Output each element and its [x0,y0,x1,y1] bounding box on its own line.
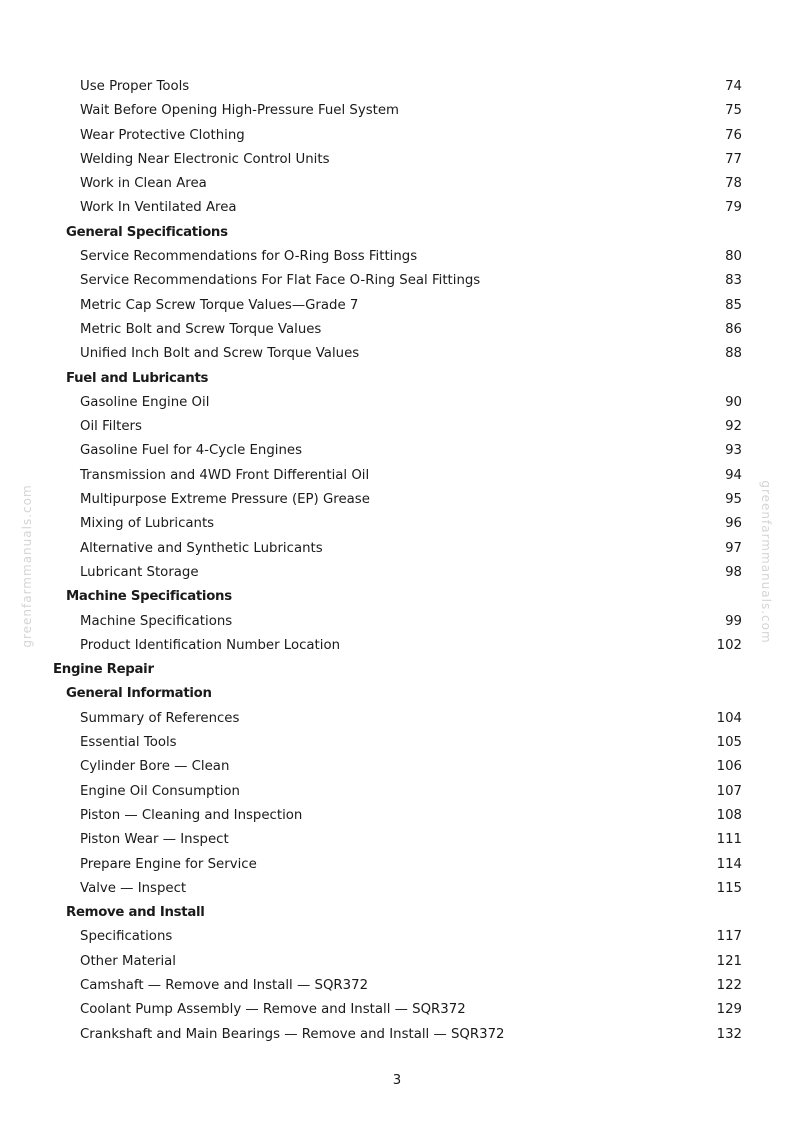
toc-entry-page-number: 96 [725,516,742,532]
toc-entry[interactable] [0,1023,794,1047]
page-number: 3 [392,1073,402,1088]
toc-entry[interactable] [0,99,794,123]
toc-entry-title: Piston — Cleaning and Inspection [80,807,303,823]
toc-section-heading [0,682,794,706]
toc-entry-title: Welding Near Electronic Control Units [80,151,330,167]
toc-entry[interactable] [0,196,794,220]
toc-entry-title: Prepare Engine for Service [80,856,257,872]
toc-entry[interactable] [0,804,794,828]
toc-entry-page-number: 115 [716,880,742,896]
toc-entry-title: Service Recommendations for O-Ring Boss Fittings [80,249,418,265]
toc-entry-page-number: 121 [716,953,742,969]
toc-entry[interactable] [0,707,794,731]
toc-entry-page-number: 90 [725,394,742,410]
toc-entry-title: Wait Before Opening High-Pressure Fuel System [80,103,399,119]
toc-entry-title: Fuel and Lubricants [66,370,209,386]
toc-entry-page-number: 93 [725,443,742,459]
toc-entry-page-number: 117 [716,929,742,945]
toc-entry[interactable] [0,877,794,901]
toc-entry-title: Engine Repair [53,662,154,678]
toc-entry-title: Machine Specifications [80,613,233,629]
toc-entry-page-number: 78 [725,176,742,192]
toc-entry[interactable] [0,537,794,561]
toc-entry-page-number: 86 [725,321,742,337]
toc-entry-title: Other Material [80,953,176,969]
toc-entry-title: Remove and Install [66,905,205,921]
toc-entry[interactable] [0,925,794,949]
toc-entry-page-number: 132 [716,1026,742,1042]
watermark-right: greenfarmmanuals.com [759,480,773,644]
toc-entry[interactable] [0,391,794,415]
toc-entry-title: Transmission and 4WD Front Differential Oil [80,467,370,483]
toc-entry-title: Alternative and Synthetic Lubricants [80,540,323,556]
toc-entry-page-number: 92 [725,419,742,435]
toc-section-heading [0,221,794,245]
toc-entry[interactable] [0,950,794,974]
toc-entry[interactable] [0,318,794,342]
toc-entry-page-number: 107 [716,783,742,799]
toc-entry-page-number: 114 [716,856,742,872]
toc-entry-title: General Specifications [66,224,228,240]
toc-section-heading [0,658,794,682]
toc-entry[interactable] [0,148,794,172]
toc-entry-page-number: 88 [725,346,742,362]
toc-entry-page-number: 79 [725,200,742,216]
watermark-left: greenfarmmanuals.com [20,484,34,648]
toc-entry-page-number: 122 [716,977,742,993]
toc-entry[interactable] [0,780,794,804]
toc-entry-title: Gasoline Engine Oil [80,394,210,410]
toc-entry-title: Cylinder Bore — Clean [80,759,230,775]
toc-entry[interactable] [0,439,794,463]
toc-entry-page-number: 76 [725,127,742,143]
toc-entry-title: General Information [66,686,212,702]
toc-entry-title: Work In Ventilated Area [80,200,237,216]
toc-entry-title: Use Proper Tools [80,79,190,94]
toc-entry[interactable] [0,124,794,148]
toc-entry-title: Valve — Inspect [80,880,187,896]
toc-entry[interactable] [0,974,794,998]
toc-entry[interactable] [0,561,794,585]
toc-entry-title: Oil Filters [80,419,142,435]
toc-entry-title: Machine Specifications [66,589,232,605]
toc-entry-title: Service Recommendations For Flat Face O-Ring Seal Fittings [80,273,481,289]
toc-entry-title: Wear Protective Clothing [80,127,245,143]
toc-section-heading [0,585,794,609]
toc-entry-title: Metric Cap Screw Torque Values—Grade 7 [80,297,359,313]
toc-entry[interactable] [0,610,794,634]
toc-entry-page-number: 98 [725,564,742,580]
table-of-contents [0,75,794,1047]
toc-entry-page-number: 102 [716,637,742,653]
toc-entry-page-number: 74 [725,79,742,94]
toc-entry[interactable] [0,828,794,852]
toc-entry-title: Essential Tools [80,735,177,751]
toc-entry-title: Lubricant Storage [80,564,199,580]
toc-entry-title: Product Identification Number Location [80,637,341,653]
toc-entry-title: Work in Clean Area [80,176,207,192]
toc-entry-title: Mixing of Lubricants [80,516,215,532]
toc-entry-title: Engine Oil Consumption [80,783,240,799]
toc-entry[interactable] [0,853,794,877]
toc-entry-page-number: 94 [725,467,742,483]
toc-entry-page-number: 105 [716,735,742,751]
toc-entry-page-number: 80 [725,249,742,265]
toc-entry[interactable] [0,415,794,439]
toc-entry-page-number: 106 [716,759,742,775]
toc-entry-page-number: 77 [725,151,742,167]
toc-entry[interactable] [0,269,794,293]
toc-entry-page-number: 99 [725,613,742,629]
toc-entry-page-number: 111 [716,832,742,848]
toc-entry[interactable] [0,294,794,318]
toc-entry[interactable] [0,172,794,196]
toc-entry-title: Multipurpose Extreme Pressure (EP) Grease [80,492,370,508]
toc-entry[interactable] [0,75,794,99]
toc-entry[interactable] [0,342,794,366]
toc-entry-page-number: 129 [716,1002,742,1018]
toc-entry[interactable] [0,488,794,512]
toc-entry-title: Gasoline Fuel for 4-Cycle Engines [80,443,303,459]
toc-entry-page-number: 97 [725,540,742,556]
toc-section-heading [0,367,794,391]
toc-entry-title: Unified Inch Bolt and Screw Torque Values [80,346,360,362]
toc-entry[interactable] [0,731,794,755]
toc-entry-page-number: 85 [725,297,742,313]
toc-entry-title: Crankshaft and Main Bearings — Remove and Install — SQR372 [80,1026,505,1042]
toc-entry-page-number: 83 [725,273,742,289]
toc-entry[interactable] [0,512,794,536]
toc-entry-page-number: 95 [725,492,742,508]
toc-entry-title: Camshaft — Remove and Install — SQR372 [80,977,369,993]
toc-entry-title: Coolant Pump Assembly — Remove and Install — SQR372 [80,1002,466,1018]
toc-entry[interactable] [0,634,794,658]
toc-entry-title: Piston Wear — Inspect [80,832,229,848]
toc-entry-title: Summary of References [80,710,240,726]
toc-entry-page-number: 104 [716,710,742,726]
toc-entry-title: Metric Bolt and Screw Torque Values [80,321,322,337]
toc-entry[interactable] [0,755,794,779]
toc-entry-title: Specifications [80,929,173,945]
toc-entry-page-number: 75 [725,103,742,119]
toc-entry-page-number: 108 [716,807,742,823]
toc-entry[interactable] [0,998,794,1022]
toc-entry[interactable] [0,464,794,488]
toc-section-heading [0,901,794,925]
toc-entry[interactable] [0,245,794,269]
